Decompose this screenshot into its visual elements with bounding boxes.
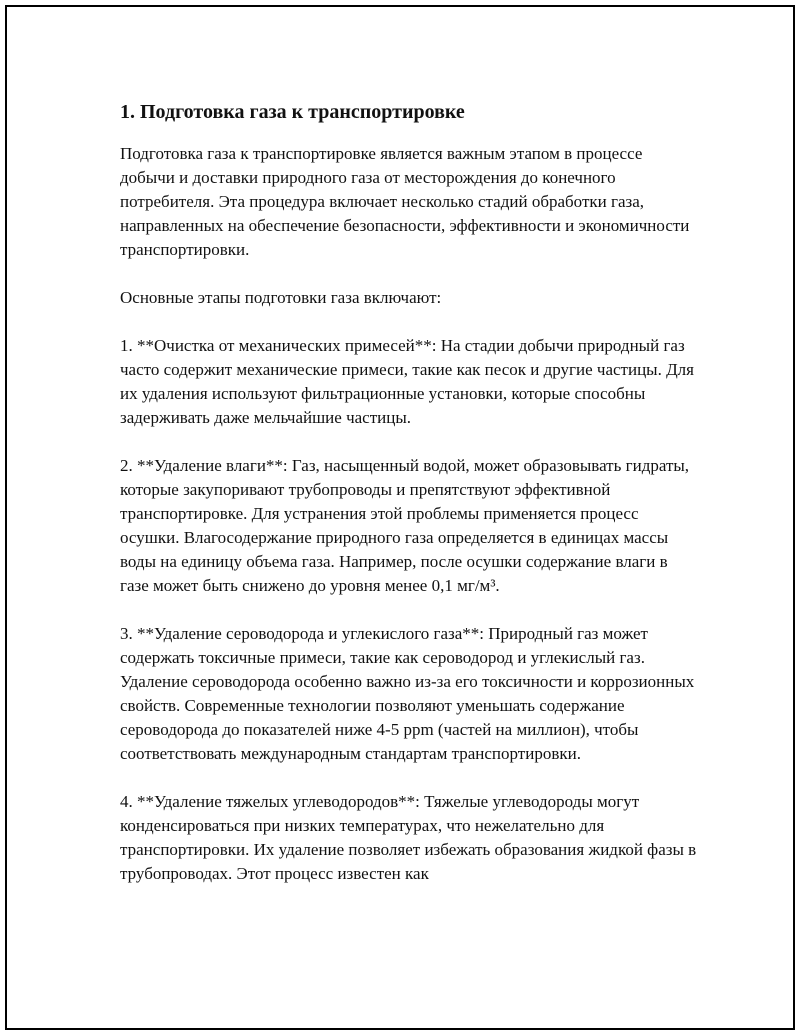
stage-3-paragraph: 3. **Удаление сероводорода и углекислого газа**: Природный газ может содержать токсичные примеси, такие как сероводород и углекислый газ. Удаление сероводорода особенно важно из-за его токсичности и коррозионных свойств. Современные технологии позволяют уменьшать содержание сероводорода до показателей ниже 4-5 ppm (частей на миллион), чтобы соответствовать международным стандартам транспортировки. <box>120 624 695 763</box>
stages-intro-paragraph: Основные этапы подготовки газа включают: <box>120 288 442 307</box>
stage-2-paragraph: 2. **Удаление влаги**: Газ, насыщенный водой, может образовывать гидраты, которые закупоривают трубопроводы и препятствуют эффективной транспортировке. Для устранения этой проблемы применяется процесс осушки. Влагосодержание природного газа определяется в единицах массы воды на единицу объема газа. Например, после осушки содержание влаги в газе может быть снижено до уровня менее 0,1 мг/м³. <box>120 456 690 595</box>
paragraph-gap <box>120 430 700 454</box>
stage-4-paragraph: 4. **Удаление тяжелых углеводородов**: Тяжелые углеводороды могут конденсироваться при низких температурах, что нежелательно для транспортировки. Их удаление позволяет избежать образования жидкой фазы в трубопроводах. Этот процесс известен как <box>120 792 697 883</box>
page-frame <box>5 5 795 1030</box>
intro-paragraph: Подготовка газа к транспортировке является важным этапом в процессе добычи и доставки природного газа от месторождения до конечного потребителя. Эта процедура включает несколько стадий обработки газа, направленных на обеспечение безопасности, эффективности и экономичности транспортировки. <box>120 144 690 259</box>
section-heading: 1. Подготовка газа к транспортировке <box>120 101 465 123</box>
document-body <box>120 98 700 886</box>
paragraph-gap <box>120 262 700 286</box>
stage-1-paragraph: 1. **Очистка от механических примесей**: На стадии добычи природный газ часто содержит механические примеси, такие как песок и другие частицы. Для их удаления используют фильтрационные установки, которые способны задерживать даже мельчайшие частицы. <box>120 336 694 427</box>
paragraph-gap <box>120 766 700 790</box>
paragraph-gap <box>120 310 700 334</box>
paragraph-gap <box>120 598 700 622</box>
